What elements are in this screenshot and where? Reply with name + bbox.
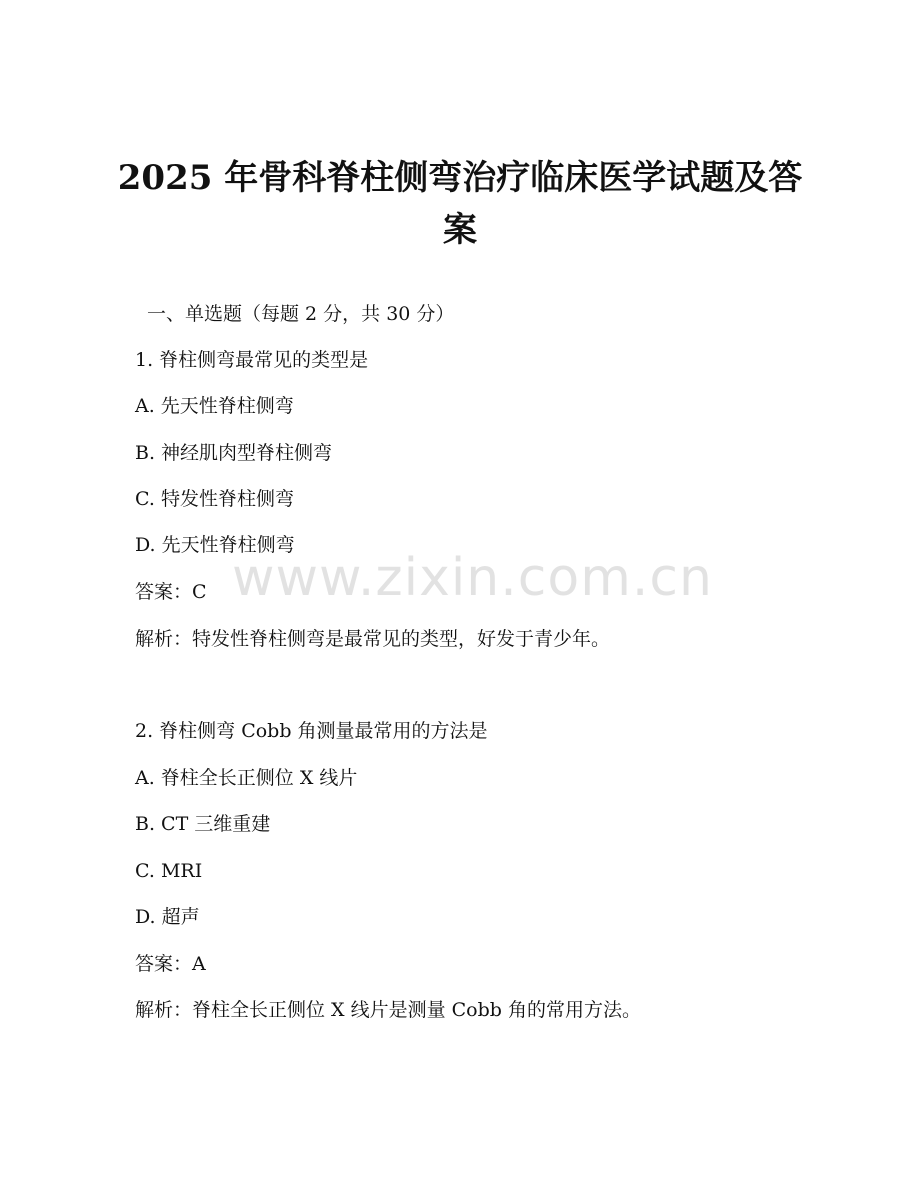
question-2-answer: 答案：A	[135, 953, 206, 975]
question-2-option-b: B. CT 三维重建	[135, 813, 271, 835]
question-2-option-d: D. 超声	[135, 906, 200, 928]
question-2-explanation: 解析：脊柱全长正侧位 X 线片是测量 Cobb 角的常用方法。	[135, 999, 641, 1021]
section-heading: 一、单选题（每题 2 分，共 30 分）	[147, 303, 455, 325]
question-1-option-a: A. 先天性脊柱侧弯	[135, 395, 294, 417]
document-title-line-1: 2025 年骨科脊柱侧弯治疗临床医学试题及答	[117, 158, 803, 198]
question-1-explanation: 解析：特发性脊柱侧弯是最常见的类型，好发于青少年。	[135, 628, 611, 650]
question-2-option-c: C. MRI	[135, 860, 203, 882]
watermark: www.zixin.com.cn	[232, 548, 713, 608]
question-1-option-d: D. 先天性脊柱侧弯	[135, 534, 295, 556]
document-title-line-2: 案	[443, 210, 477, 250]
question-1-stem: 1. 脊柱侧弯最常见的类型是	[135, 349, 369, 371]
question-1-option-b: B. 神经肌肉型脊柱侧弯	[135, 442, 333, 464]
question-1-option-c: C. 特发性脊柱侧弯	[135, 488, 294, 510]
question-1-answer: 答案：C	[135, 581, 207, 603]
question-2-option-a: A. 脊柱全长正侧位 X 线片	[135, 767, 358, 789]
question-2-stem: 2. 脊柱侧弯 Cobb 角测量最常用的方法是	[135, 720, 488, 742]
